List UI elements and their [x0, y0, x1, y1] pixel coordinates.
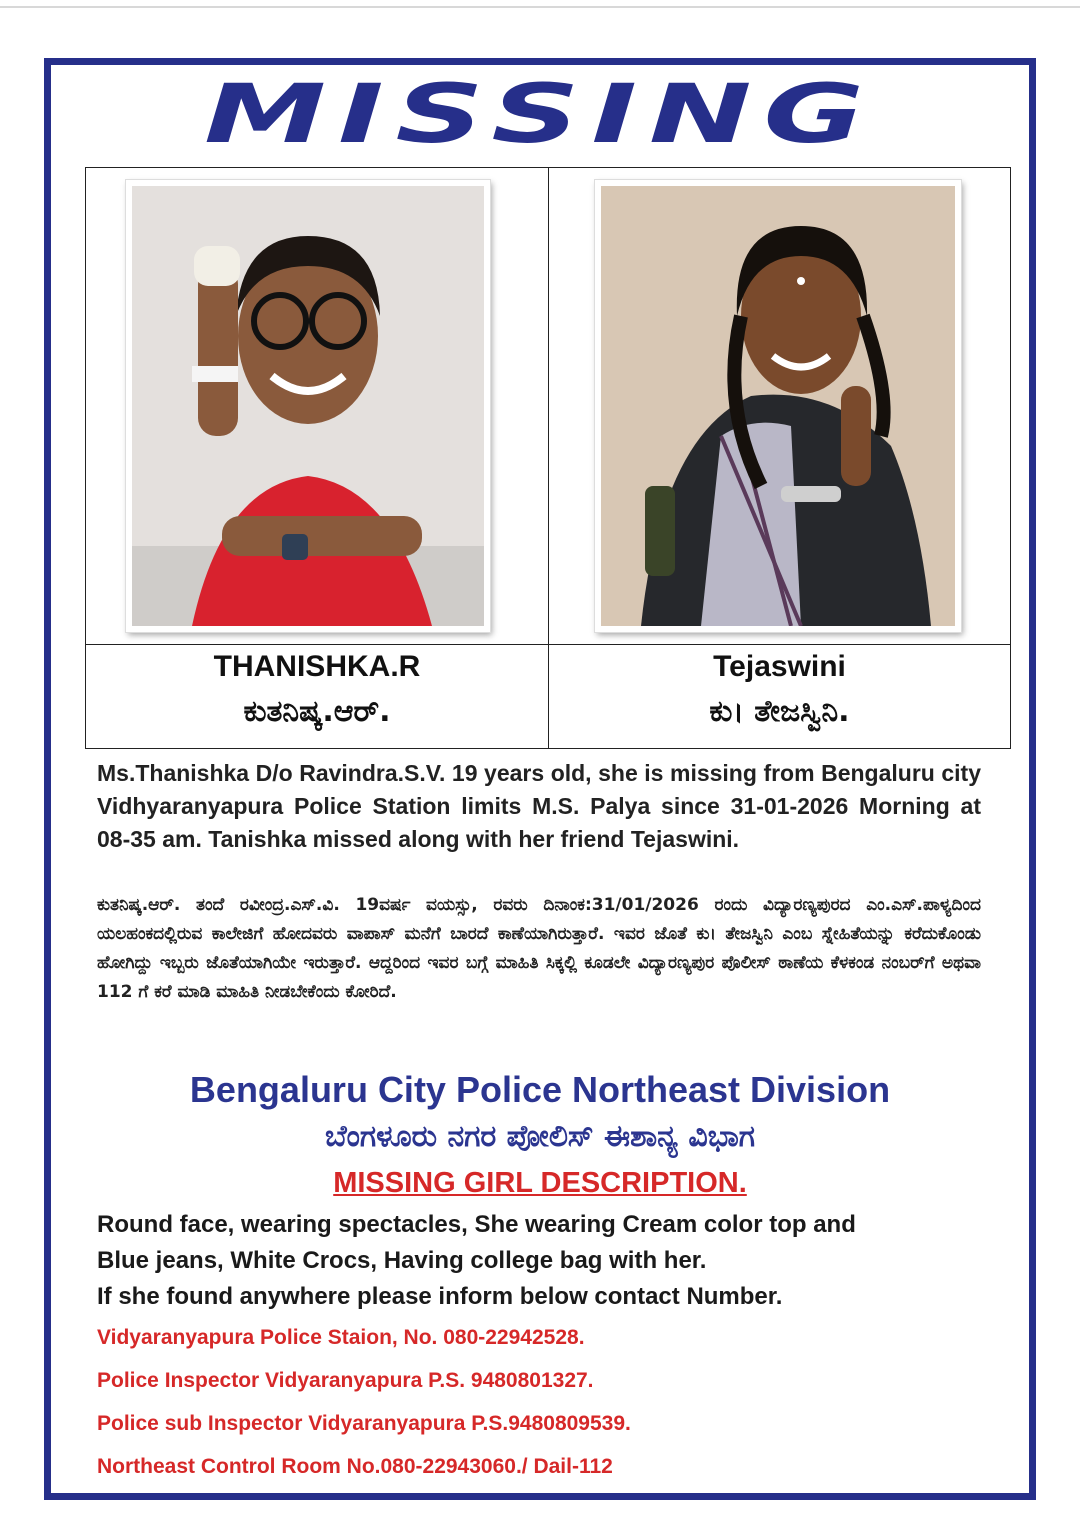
description-line: If she found anywhere please inform below contact Number.: [97, 1283, 783, 1310]
name-kn-tejaswini: ಕು। ತೇಜಸ್ವಿನಿ.: [709, 694, 850, 729]
description-line: Round face, wearing spectacles, She wearing Cream color top and: [97, 1211, 856, 1238]
person-card-thanishka: [86, 168, 548, 748]
contact-station: Vidyaranyapura Police Staion, No. 080-22942528.: [97, 1326, 585, 1349]
photo-box: [549, 168, 1011, 645]
photo-tejaswini: [595, 180, 961, 632]
name-kn-thanishka: ಕುತನಿಷ್ಕ.ಆರ್.: [243, 694, 391, 729]
poster-title: MISSING: [204, 66, 876, 162]
division-title-kn: ಬೆಂಗಳೂರು ನಗರ ಪೋಲಿಸ್ ಈಶಾನ್ಯ ವಿಭಾಗ: [324, 1119, 756, 1154]
photo-thanishka: [126, 180, 490, 632]
description-line: Blue jeans, White Crocs, Having college bag with her.: [97, 1247, 707, 1274]
details-paragraph-kn: ಕುತನಿಷ್ಕ.ಆರ್. ತಂದೆ ರವೀಂದ್ರ.ಎಸ್.ವಿ. 19ವರ್ಷ ವಯಸ್ಸು, ರವರು ದಿನಾಂಕ:31/01/2026 ರಂದು ವಿದ್ಯಾರಣ್ಯಪುರದ ಎಂ.ಎಸ್.ಪಾಳ್ಯದಿಂದ ಯಲಹಂಕದಲ್ಲಿರುವ ಕಾಲೇಜಿಗೆ ಹೋದವರು ವಾಪಾಸ್ ಮನೆಗೆ ಬಾರದೆ ಕಾಣೆಯಾಗಿರುತ್ತಾರೆ. ಇವರ ಜೊತೆ ಕು। ತೇಜಸ್ವಿನಿ ಎಂಬ ಸ್ನೇಹಿತೆಯನ್ನು ಕರೆದುಕೊಂಡು ಹೋಗಿದ್ದು ಇಬ್ಬರು ಜೊತೆಯಾಗಿಯೇ ಇರುತ್ತಾರೆ. ಆದ್ದರಿಂದ ಇವರ ಬಗ್ಗೆ ಮಾಹಿತಿ ಸಿಕ್ಕಲ್ಲಿ ಕೂಡಲೇ ವಿದ್ಯಾರಣ್ಯಪುರ ಪೊಲೀಸ್ ಠಾಣೆಯ ಕೆಳಕಂಡ ನಂಬರ್‌ಗೆ ಅಥವಾ 112 ಗೆ ಕರೆ ಮಾಡಿ ಮಾಹಿತಿ ನೀಡಬೇಕೆಂದು ಕೋರಿದೆ.: [97, 895, 981, 1002]
contact-list: [97, 1323, 997, 1495]
name-en-thanishka: THANISHKA.R: [213, 650, 421, 683]
details-paragraph-en: Ms.Thanishka D/o Ravindra.S.V. 19 years old, she is missing from Bengaluru city Vidhyaranyapura Police Station limits M.S. Palya since 31-01-2026 Morning at 08-35 am. Tanishka missed along with her friend Tejaswini.: [97, 760, 981, 852]
contact-control-room: Northeast Control Room No.080-22943060./ Dail-112: [97, 1455, 613, 1478]
photo-grid: [85, 167, 1011, 749]
name-en-tejaswini: Tejaswini: [713, 650, 846, 683]
division-title-en: Bengaluru City Police Northeast Division: [189, 1069, 891, 1110]
top-rule: [0, 6, 1080, 8]
person-card-tejaswini: [548, 168, 1011, 748]
description-body: [97, 1207, 997, 1315]
poster-frame: [44, 58, 1036, 1500]
description-heading: MISSING GIRL DESCRIPTION.: [333, 1167, 747, 1199]
contact-sub-inspector: Police sub Inspector Vidyaranyapura P.S.9480809539.: [97, 1412, 631, 1435]
contact-inspector: Police Inspector Vidyaranyapura P.S. 9480801327.: [97, 1369, 594, 1392]
photo-box: [86, 168, 548, 645]
